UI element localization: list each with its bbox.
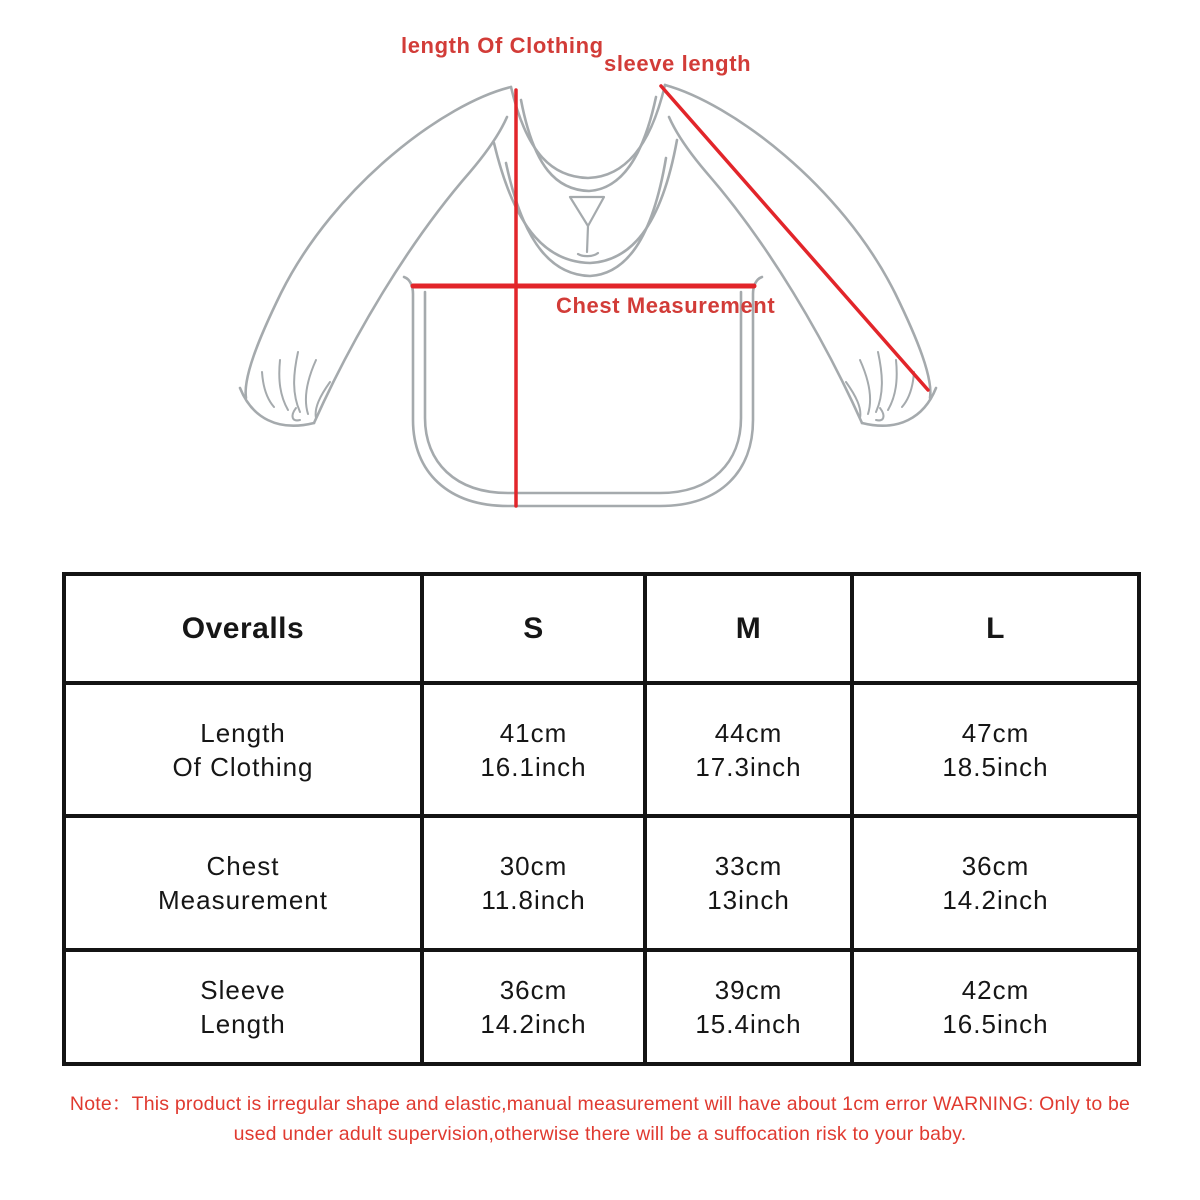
right-cuff-edge: [862, 388, 936, 426]
table-row-chest-measurement: [64, 816, 1139, 950]
header-overalls: Overalls: [64, 574, 422, 683]
garment-drawing: [0, 0, 1200, 560]
cell-sleeve-m: [645, 950, 852, 1064]
row-label-line: Length: [200, 1009, 286, 1039]
header-size-l: L: [852, 574, 1139, 683]
value-cm: 36cm: [499, 975, 568, 1005]
sleeve-length-label: sleeve length: [604, 51, 752, 76]
table-header-row: [64, 574, 1139, 683]
right-sleeve-inner-line: [669, 117, 862, 423]
value-inch: 17.3inch: [695, 751, 802, 782]
row-label-line: Chest: [206, 851, 280, 881]
row-label-line: Sleeve: [200, 975, 286, 1005]
value-inch: 16.1inch: [480, 751, 587, 782]
cell-chest-s: [422, 816, 645, 950]
cell-sleeve-s: [422, 950, 645, 1064]
size-table: [62, 572, 1141, 1066]
value-inch: 13inch: [707, 885, 790, 915]
value-inch: 11.8inch: [481, 885, 586, 915]
cell-length-l: [852, 683, 1139, 816]
value-cm: 36cm: [961, 851, 1030, 881]
neck-opening-outer-line: [494, 140, 677, 263]
chest-measurement-label: Chest Measurement: [556, 293, 776, 318]
header-size-m: M: [645, 574, 852, 683]
table-row-sleeve-length: [64, 950, 1139, 1064]
left-sleeve-inner-line: [314, 117, 507, 423]
value-cm: 33cm: [714, 851, 783, 881]
value-inch: 16.5inch: [942, 1009, 1049, 1039]
sleeve-measure-line: [661, 86, 928, 390]
value-cm: 44cm: [714, 717, 783, 748]
left-sleeve-outer-line: [246, 87, 511, 398]
value-cm: 47cm: [961, 717, 1030, 748]
body-inner-line: [425, 292, 741, 493]
row-label-chest-measurement: [64, 816, 422, 950]
warning-note-line-2: used under adult supervision,otherwise there will be a suffocation risk to your baby.: [233, 1123, 967, 1145]
value-inch: 14.2inch: [480, 1009, 587, 1039]
cell-length-m: [645, 683, 852, 816]
left-cuff-edge: [240, 388, 314, 426]
row-label-line: Of Clothing: [172, 751, 314, 782]
cell-chest-m: [645, 816, 852, 950]
header-size-s: S: [422, 574, 645, 683]
value-inch: 15.4inch: [695, 1009, 802, 1039]
collar-outer-line: [511, 85, 665, 178]
neck-opening-inner-line: [506, 158, 666, 276]
cell-chest-l: [852, 816, 1139, 950]
warning-note-line-1: Note：This product is irregular shape and elastic,manual measurement will have about 1cm error WARNING: Only to be: [69, 1093, 1131, 1115]
row-label-sleeve-length: [64, 950, 422, 1064]
row-label-line: Length: [200, 717, 286, 748]
value-cm: 39cm: [714, 975, 783, 1005]
row-label-line: Measurement: [158, 885, 328, 915]
value-inch: 18.5inch: [942, 751, 1049, 782]
value-inch: 14.2inch: [942, 885, 1049, 915]
neck-strap-detail: [570, 197, 604, 256]
value-cm: 30cm: [499, 851, 568, 881]
cell-length-s: [422, 683, 645, 816]
value-cm: 42cm: [961, 975, 1030, 1005]
warning-note: [58, 1089, 1142, 1149]
table-row-length-of-clothing: [64, 683, 1139, 816]
length-of-clothing-label: length Of Clothing: [401, 33, 604, 58]
row-label-length-of-clothing: [64, 683, 422, 816]
value-cm: 41cm: [499, 717, 568, 748]
cell-sleeve-l: [852, 950, 1139, 1064]
